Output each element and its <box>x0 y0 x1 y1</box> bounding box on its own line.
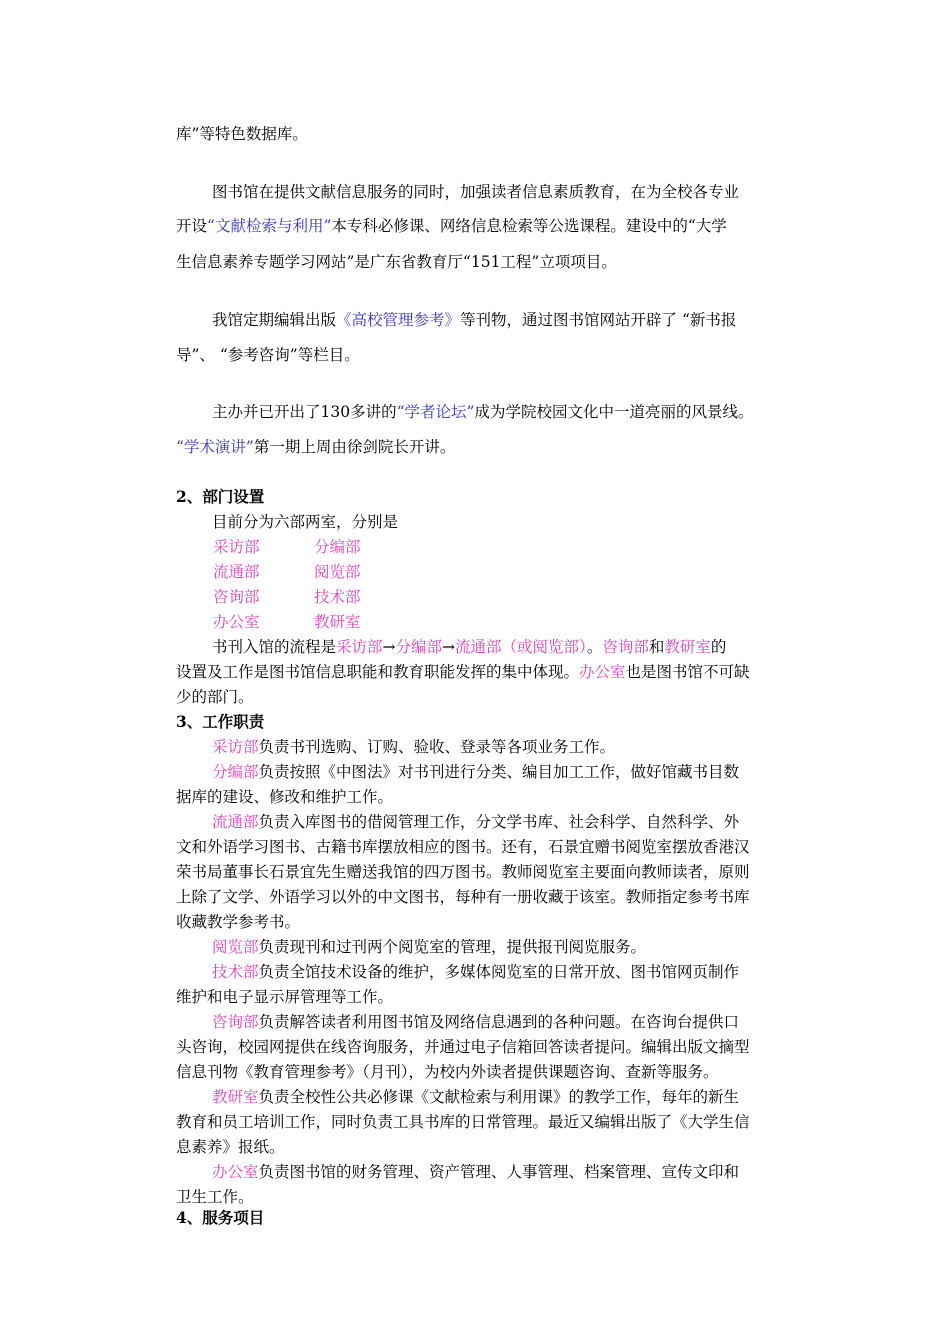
dept-name: 流通部 <box>213 563 260 581</box>
dept-ref: 采访部 <box>212 738 259 756</box>
paragraph-line: 文和外语学习图书、古籍书库摆放相应的图书。还有，石景宜赠书阅览室摆放香港汉 <box>176 838 750 856</box>
text-run: 。 <box>586 638 603 656</box>
paragraph-line: 据库的建设、修改和维护工作。 <box>176 788 394 806</box>
paragraph-line: 头咨询，校园网提供在线咨询服务，并通过电子信箱回答读者提问。编辑出版文摘型 <box>176 1038 750 1056</box>
paragraph-line: 上除了文学、外语学习以外的中文图书，每种有一册收藏于该室。教师指定参考书库 <box>176 888 750 906</box>
arrow-icon: → <box>442 638 456 656</box>
text-run: 设置及工作是图书馆信息职能和教育职能发挥的集中体现。 <box>176 663 580 681</box>
paragraph-line <box>212 402 852 422</box>
paragraph-line: 荣书局董事长石景宜先生赠送我馆的四万图书。教师阅览室主要面向教师读者，原则 <box>176 863 750 881</box>
text-run: 负责解答读者利用图书馆及网络信息遇到的各种问题。在咨询台提供口 <box>258 1013 740 1031</box>
paragraph-line <box>212 310 852 330</box>
text-run: 我馆定期编辑出版 <box>212 311 337 329</box>
arrow-icon: → <box>382 638 396 656</box>
dept-ref: 分编部 <box>212 763 259 781</box>
paragraph-line: 少的部门。 <box>176 688 254 706</box>
link-management-reference[interactable]: 《高校管理参考》 <box>336 311 461 329</box>
duty-item <box>212 812 852 832</box>
duty-item <box>212 1087 852 1107</box>
dept-ref: 阅览部 <box>212 938 259 956</box>
text-run: 负责全校性公共必修课《文献检索与利用课》的教学工作，每年的新生 <box>258 1088 740 1106</box>
link-academic-lecture[interactable]: “学术演讲” <box>176 438 254 456</box>
dept-ref: 技术部 <box>212 963 259 981</box>
text-run: 本专科必修课、网络信息检索等公选课程。建设中的“大学 <box>331 217 727 235</box>
dept-name: 咨询部 <box>213 588 260 606</box>
dept-name: 阅览部 <box>314 563 361 581</box>
paragraph-line: 教育和员工培训工作，同时负责工具书库的日常管理。最近又编辑出版了《大学生信 <box>176 1113 750 1131</box>
text-run: 负责入库图书的借阅管理工作，分文学书库、社会科学、自然科学、外 <box>258 813 740 831</box>
text-run: 负责全馆技术设备的维护，多媒体阅览室的日常开放、图书馆网页制作 <box>258 963 740 981</box>
paragraph-line <box>212 637 852 657</box>
text-run: 书刊入馆的流程是 <box>212 638 337 656</box>
paragraph-line: 目前分为六部两室，分别是 <box>212 513 399 531</box>
duty-item <box>212 1162 852 1182</box>
dept-name: 分编部 <box>314 538 361 556</box>
dept-ref: 咨询部 <box>602 638 649 656</box>
dept-name: 办公室 <box>213 613 260 631</box>
text-run: 等刊物，通过图书馆网站开辟了 “新书报 <box>460 311 737 329</box>
paragraph-line: 图书馆在提供文献信息服务的同时，加强读者信息素质教育，在为全校各专业 <box>212 183 740 201</box>
duty-item <box>212 762 852 782</box>
paragraph-line: 导”、 “参考咨询”等栏目。 <box>176 346 360 364</box>
dept-ref: 办公室 <box>212 1163 259 1181</box>
text-run: 主办并已开出了130多讲的 <box>212 403 397 421</box>
paragraph-line: 卫生工作。 <box>176 1188 254 1206</box>
section-heading: 4、服务项目 <box>176 1208 265 1227</box>
section-heading: 3、工作职责 <box>176 712 265 731</box>
paragraph-line: 息素养》报纸。 <box>176 1138 285 1156</box>
text-run: 和 <box>648 638 665 656</box>
duty-item <box>212 737 852 757</box>
dept-name: 教研室 <box>314 613 361 631</box>
paragraph-line <box>176 437 816 457</box>
dept-name: 采访部 <box>213 538 260 556</box>
paragraph-line: 库”等特色数据库。 <box>176 125 308 143</box>
text-run: 开设 <box>176 217 208 235</box>
text-run: 第一期上周由徐剑院长开讲。 <box>253 438 456 456</box>
paragraph-line: 信息刊物《教育管理参考》（月刊），为校内外读者提供课题咨询、查新等服务。 <box>176 1063 719 1081</box>
dept-ref: 办公室 <box>579 663 626 681</box>
duty-item <box>212 937 852 957</box>
text-run: 的 <box>710 638 727 656</box>
dept-ref: 流通部 <box>212 813 259 831</box>
dept-name: 技术部 <box>314 588 361 606</box>
dept-ref: 流通部（或阅览部） <box>455 638 587 656</box>
paragraph-line: 生信息素养专题学习网站”是广东省教育厅“151工程”立项项目。 <box>176 253 617 271</box>
dept-ref: 采访部 <box>336 638 383 656</box>
text-run: 负责书刊选购、订购、验收、登录等各项业务工作。 <box>258 738 616 756</box>
text-run: 也是图书馆不可缺 <box>625 663 750 681</box>
section-heading: 2、部门设置 <box>176 487 265 506</box>
paragraph-line <box>176 662 816 682</box>
duty-item <box>212 1012 852 1032</box>
text-run: 负责图书馆的财务管理、资产管理、人事管理、档案管理、宣传文印和 <box>258 1163 740 1181</box>
duty-item <box>212 962 852 982</box>
paragraph-line: 维护和电子显示屏管理等工作。 <box>176 988 394 1006</box>
dept-ref: 教研室 <box>664 638 711 656</box>
dept-ref: 分编部 <box>395 638 443 656</box>
paragraph-line: 收藏教学参考书。 <box>176 913 301 931</box>
paragraph-line <box>176 216 816 236</box>
text-run: 成为学院校园文化中一道亮丽的风景线。 <box>474 403 754 421</box>
dept-ref: 咨询部 <box>212 1013 259 1031</box>
link-literature-course[interactable]: “文献检索与利用” <box>207 217 332 235</box>
text-run: 负责按照《中图法》对书刊进行分类、编目加工工作，做好馆藏书目数 <box>258 763 740 781</box>
text-run: 负责现刊和过刊两个阅览室的管理，提供报刊阅览服务。 <box>258 938 647 956</box>
link-scholar-forum[interactable]: “学者论坛” <box>396 403 475 421</box>
dept-ref: 教研室 <box>212 1088 259 1106</box>
